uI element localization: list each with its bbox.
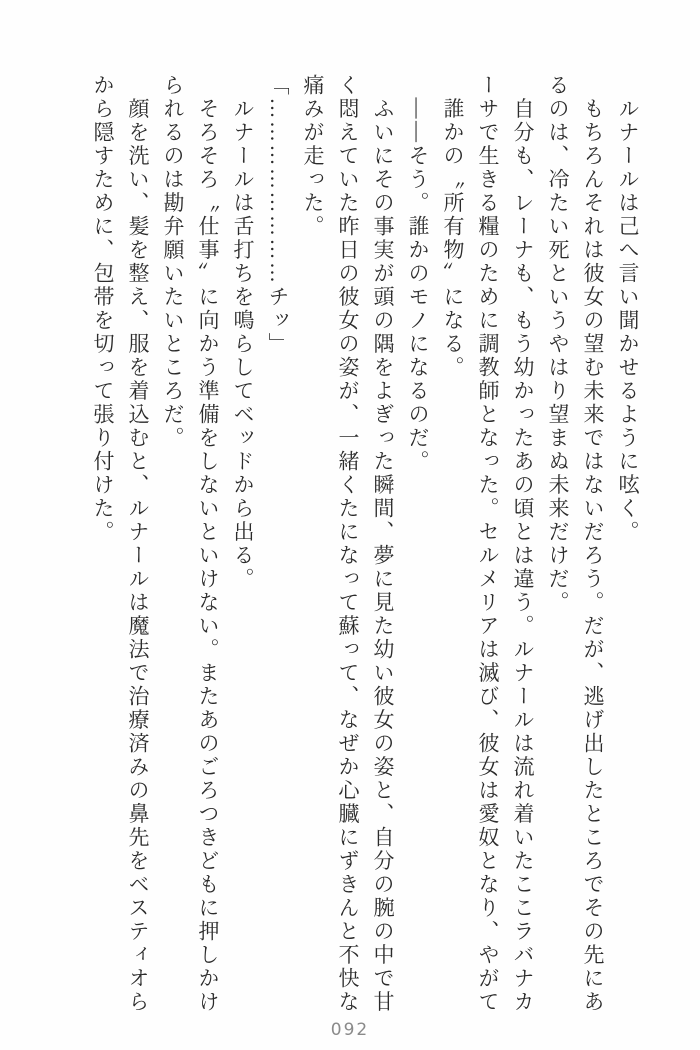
page-number: 092 [330, 1020, 370, 1040]
text-column: 「……………………チッ」 [266, 74, 290, 356]
vertical-text-block [85, 74, 645, 1018]
text-column: もちろんそれは彼女の望む未来ではないだろう。だが、逃げ出したところでその先にあ [581, 74, 605, 1014]
text-column: 痛みが走った。 [301, 74, 325, 239]
text-column: ふいにその事実が頭の隅をよぎった瞬間、夢に見た幼い彼女の姿と、自分の腕の中で甘 [371, 74, 395, 1014]
text-column: られるのは勘弁願いたいところだ。 [161, 74, 185, 450]
text-column: から隠すために、包帯を切って張り付けた。 [91, 74, 115, 544]
text-column: 誰かの〝所有物〟になる。 [441, 74, 465, 380]
text-column: 自分も、レーナも、もう幼かったあの頃とは違う。ルナールは流れ着いたここラバナカ [511, 74, 535, 1014]
text-column: 顔を洗い、髪を整え、服を着込むと、ルナールは魔法で治療済みの鼻先をベスティオら [126, 74, 150, 1014]
text-column: ーサで生きる糧のために調教師となった。セルメリアは滅び、彼女は愛奴となり、やがて [476, 74, 500, 1014]
text-column: く悶えていた昨日の彼女の姿が、一緒くたになって蘇って、なぜか心臓にずきんと不快な [336, 74, 360, 1014]
text-column: ――そう。誰かのモノになるのだ。 [406, 74, 430, 474]
text-column: ルナールは己へ言い聞かせるように呟く。 [616, 74, 640, 544]
text-column: るのは、冷たい死というやはり望まぬ未来だけだ。 [546, 74, 570, 615]
text-column: ルナールは舌打ちを鳴らしてベッドから出る。 [231, 74, 255, 591]
text-column: そろそろ〝仕事〟に向かう準備をしないといけない。またあのごろつきどもに押しかけ [196, 74, 220, 1014]
